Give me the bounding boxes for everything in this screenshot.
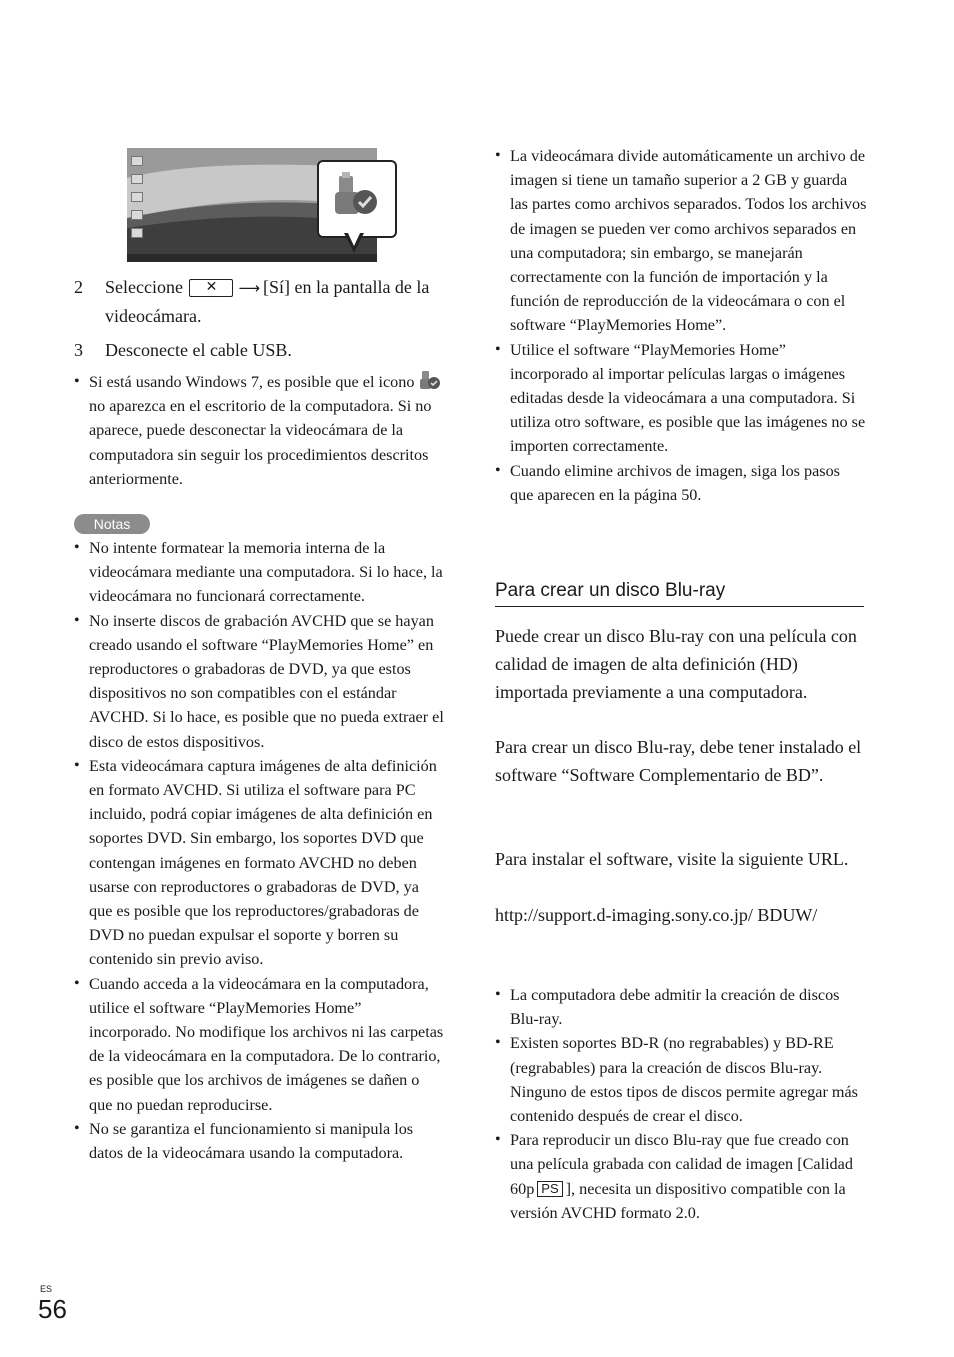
notes-badge: Notas — [74, 514, 150, 534]
arrow-right-icon: ⟶ — [238, 279, 260, 297]
bluray-requirement: Para crear un disco Blu-ray, debe tener instalado el software “Software Complementario de BD”. — [495, 737, 862, 785]
import-notes-list — [495, 144, 867, 507]
list-item: • Esta videocámara captura imágenes de alta definición en formato AVCHD. Si utiliza el software para PC incluido, podrá copiar imágenes de alta definición en soportes DVD. Sin embargo, los soportes DVD que contengan imágenes en formato AVCHD no deben usarse con reproductores o grabadoras de DVD, ya que es posible que los reproductores/grabadoras de DVD no puedan expulsar el soporte y borren su contenido sin previo aviso. — [74, 754, 446, 972]
step-number: 2 — [74, 277, 83, 297]
list-item: • Cuando acceda a la videocámara en la computadora, utilice el software “PlayMemories Home” incorporado. No modifique los archivos ni las carpetas de la videocámara en la computadora. De lo contrario, es posible que los archivos de imágenes se dañen o que no puedan reproducirse. — [74, 972, 446, 1117]
page-language: ES — [40, 1284, 53, 1294]
bluray-install: Para instalar el software, visite la siguiente URL. — [495, 849, 849, 869]
bluray-notes-list — [495, 983, 867, 1225]
step-number: 3 — [74, 340, 83, 360]
list-item: • La videocámara divide automáticamente un archivo de imagen si tiene un tamaño superior a 2 GB y guarda las partes como archivos separados. Todos los archivos de imagen se pueden ver como archivos separados en una computadora; sin embargo, se manejarán correctamente con la función de importación y la función de reproducción de la videocámara o con el software “PlayMemories Home”. — [495, 144, 867, 338]
usb-device-icon — [419, 370, 441, 390]
bluray-intro: Puede crear un disco Blu-ray con una película con calidad de imagen de alta definición (HD) importada previamente a una computadora. — [495, 626, 857, 702]
list-item: • Para reproducir un disco Blu-ray que fue creado con una película grabada con calidad de imagen [Calidad 60p PS ], necesita un dispositivo compatible con la versión AVCHD formato 2.0. — [495, 1128, 867, 1225]
usb-device-icon — [333, 172, 379, 218]
ps-mode-icon: PS — [537, 1181, 562, 1197]
step-text: Desconecte el cable USB. — [105, 340, 292, 360]
list-item: • Existen soportes BD-R (no regrabables) y BD-RE (regrabables) para la creación de discos Blu-ray. Ninguno de estos tipos de discos permite agregar más contenido después de crear el disco. — [495, 1031, 867, 1128]
close-key-icon: ✕ — [189, 279, 233, 297]
step-text: Seleccione ✕ ⟶ [Sí] en la pantalla de la videocámara. — [105, 277, 430, 326]
list-item: • No inserte discos de grabación AVCHD que se hayan creado usando el software “PlayMemories Home” en reproductores o grabadoras de DVD, ya que estos dispositivos no son compatibles con el estándar AVCHD. Si lo hace, es posible que no pueda extraer el disco de estos dispositivos. — [74, 609, 446, 754]
list-item: • Utilice el software “PlayMemories Home” incorporado al importar películas largas o imágenes editadas desde la videocámara a una computadora. Si utiliza otro software, es posible que las imágenes no se importen correctamente. — [495, 338, 867, 459]
list-item: • Si está usando Windows 7, es posible que el icono no aparezca en el escritorio de la computadora. Si no aparece, puede desconectar la videocámara de la computadora sin seguir los procedimientos descritos anteriormente. — [74, 370, 446, 491]
page-number: 56 — [38, 1294, 67, 1324]
list-item: • La computadora debe admitir la creación de discos Blu-ray. — [495, 983, 867, 1031]
tip-list — [74, 370, 446, 491]
callout-pointer — [344, 233, 364, 253]
notes-list — [74, 536, 446, 1165]
section-heading: Para crear un disco Blu-ray — [495, 577, 864, 607]
desktop-icons — [131, 156, 145, 256]
list-item: • Cuando elimine archivos de imagen, siga los pasos que aparecen en la página 50. — [495, 459, 867, 507]
bluray-url-link[interactable]: http://support.d-imaging.sony.co.jp/ BDUW/ — [495, 905, 818, 925]
list-item: • No se garantiza el funcionamiento si manipula los datos de la videocámara usando la computadora. — [74, 1117, 446, 1165]
list-item: • No intente formatear la memoria interna de la videocámara mediante una computadora. Si lo hace, la videocámara no funcionará correctamente. — [74, 536, 446, 609]
